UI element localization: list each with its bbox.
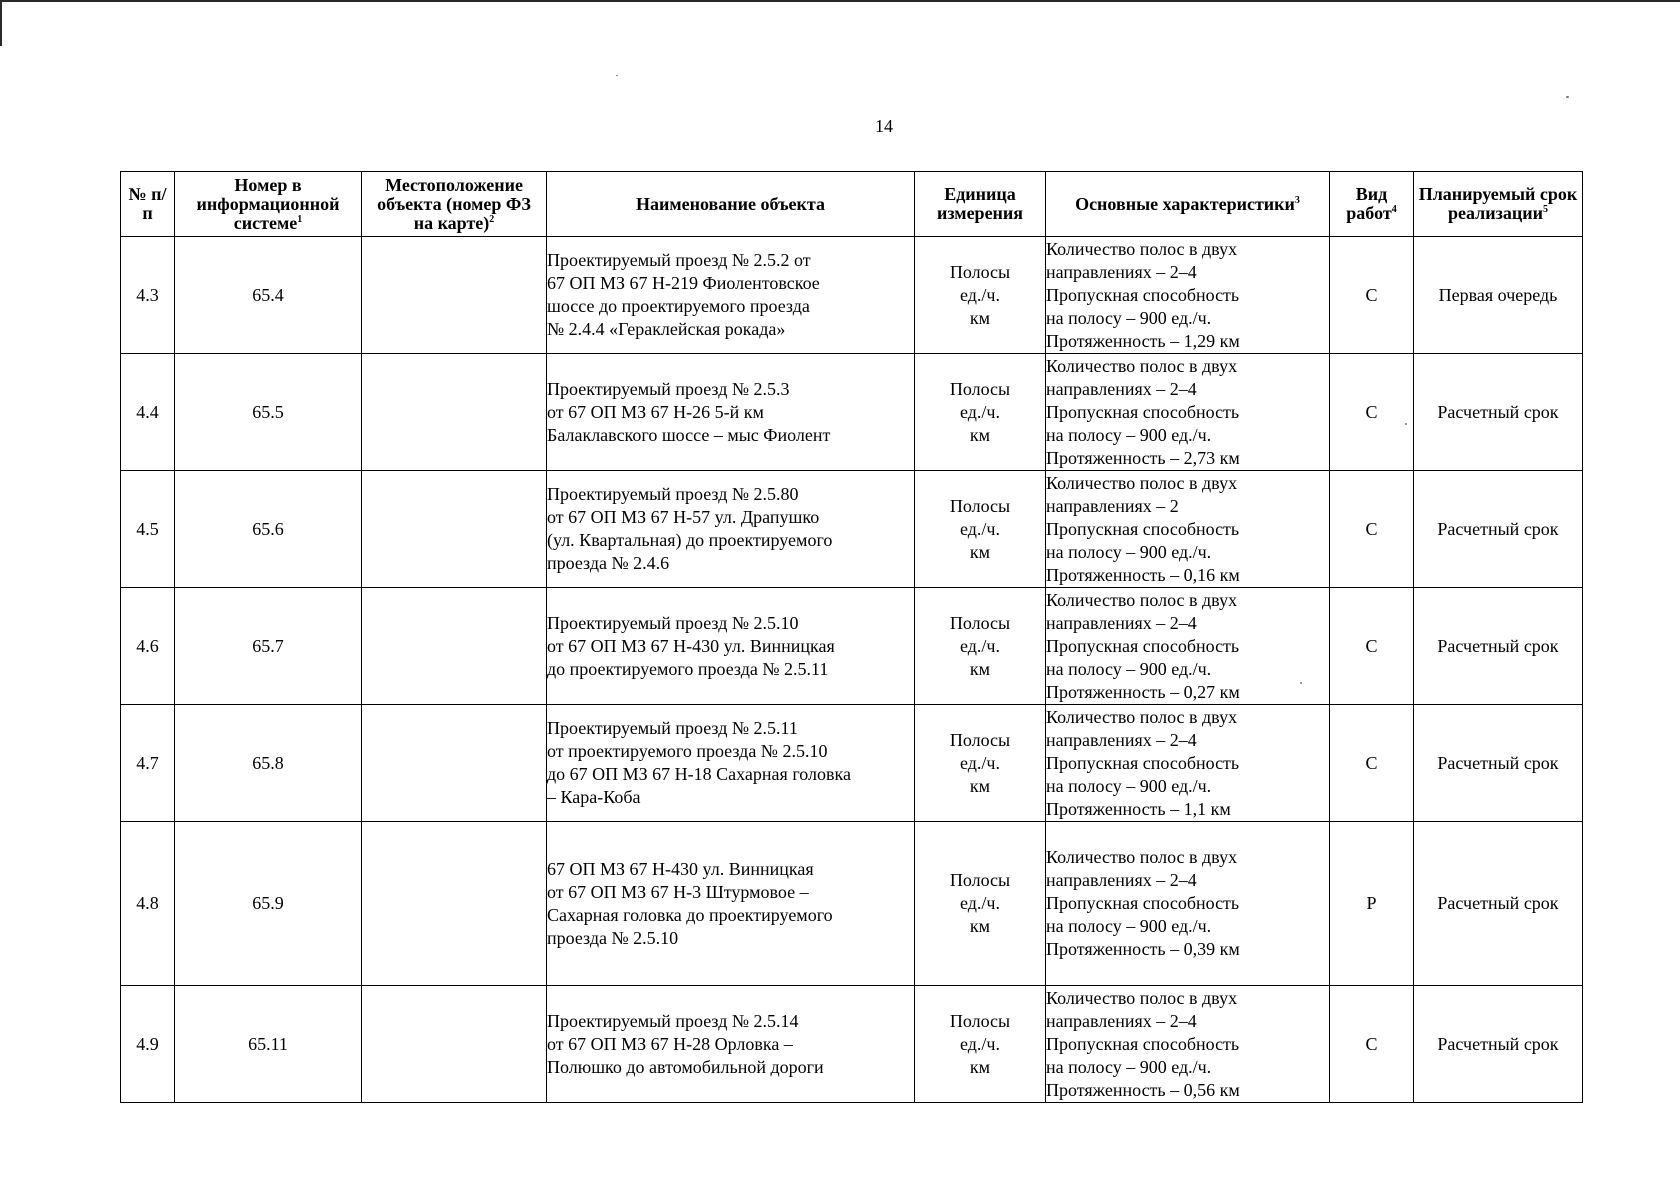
unit-line: ед./ч. [960,401,1000,422]
table-row [121,588,1583,705]
planned-term: Расчетный срок [1414,588,1583,705]
info-system-id: 65.4 [175,237,362,354]
header-info-id [175,172,362,237]
object-name-line: Балаклавского шоссе – мыс Фиолент [547,424,831,445]
row-number: 4.4 [121,354,175,471]
object-name-line: 67 ОП МЗ 67 Н-219 Фиолентовское [547,273,820,293]
table-row [121,237,1583,354]
object-name-line: – Кара-Коба [547,787,641,807]
characteristics-line: направлениях – 2–4 [1046,1010,1197,1031]
unit [915,822,1046,986]
object-name [547,354,915,471]
scan-speck [1405,423,1407,425]
object-location [362,822,547,986]
characteristics-line: на полосу – 900 ед./ч. [1046,775,1212,796]
planned-term: Расчетный срок [1414,354,1583,471]
unit-line: км [969,775,991,796]
object-name-line: проезда № 2.5.10 [547,927,679,948]
object-name-line: Проектируемый проезд № 2.5.3 [547,378,790,399]
row-number: 4.3 [121,237,175,354]
planned-term: Расчетный срок [1414,471,1583,588]
planned-term: Расчетный срок [1414,822,1583,986]
characteristics-line: направлениях – 2–4 [1046,870,1197,890]
characteristics-line: Пропускная способность [1046,284,1240,305]
table-row [121,986,1583,1103]
characteristics-line: Пропускная способность [1046,752,1240,773]
characteristics [1046,588,1330,705]
object-name-line: Проектируемый проезд № 2.5.11 [547,718,798,738]
scan-speck [1300,682,1302,684]
unit-line: ед./ч. [960,635,1000,656]
unit-line: км [969,424,991,445]
object-name [547,986,915,1103]
characteristics-line: Количество полос в двух [1046,847,1238,867]
row-number: 4.7 [121,705,175,822]
planned-term: Расчетный срок [1414,986,1583,1103]
info-system-id: 65.7 [175,588,362,705]
characteristics [1046,705,1330,822]
scan-edge-left [0,0,2,46]
characteristics-line: направлениях – 2 [1046,495,1179,516]
scan-speck [1566,96,1569,98]
characteristics-line: на полосу – 900 ед./ч. [1046,658,1212,679]
header-label: Номер в информационной системе [196,174,340,233]
object-name-line: от 67 ОП МЗ 67 Н-3 Штурмовое – [547,881,809,902]
unit [915,471,1046,588]
header-location [362,172,547,237]
characteristics [1046,237,1330,354]
characteristics [1046,471,1330,588]
footnote-mark: 5 [1542,204,1548,215]
characteristics-line: Протяженность – 2,73 км [1046,447,1240,468]
unit-line: км [969,307,991,328]
characteristics-line: на полосу – 900 ед./ч. [1046,424,1212,445]
unit-line: Полосы [949,612,1011,633]
row-number: 4.5 [121,471,175,588]
characteristics-line: Количество полос в двух [1046,987,1238,1008]
header-label: Вид работ [1346,184,1392,223]
characteristics-line: Пропускная способность [1046,1033,1240,1054]
object-location [362,354,547,471]
object-name-line: до проектируемого проезда № 2.5.11 [547,658,829,679]
unit-line: ед./ч. [960,518,1000,539]
header-label: Наименование объекта [636,193,825,214]
object-location [362,237,547,354]
footnote-mark: 2 [489,213,495,225]
unit-line: км [969,1056,991,1077]
unit-line: Полосы [949,870,1011,890]
scan-speck [616,75,618,76]
characteristics-line: на полосу – 900 ед./ч. [1046,1056,1212,1077]
object-name-line: шоссе до проектируемого проезда [547,296,810,316]
unit-line: ед./ч. [960,284,1000,305]
object-name [547,237,915,354]
table-row [121,705,1583,822]
unit [915,986,1046,1103]
object-name-line: 67 ОП МЗ 67 Н-430 ул. Винницкая [547,858,814,879]
characteristics-line: направлениях – 2–4 [1046,261,1197,282]
characteristics-line: Протяженность – 0,27 км [1046,681,1240,702]
object-name-line: от 67 ОП МЗ 67 Н-57 ул. Драпушко [547,507,820,527]
work-type: Р [1330,822,1414,986]
info-system-id: 65.9 [175,822,362,986]
unit-line: ед./ч. [960,1033,1000,1054]
object-name-line: Сахарная головка до проектируемого [547,904,833,925]
table-body [121,237,1583,1103]
unit-line: Полосы [949,729,1011,750]
header-label: Планируемый срок реализации [1418,184,1578,223]
object-name-line: от проектируемого проезда № 2.5.10 [547,741,828,761]
characteristics [1046,986,1330,1103]
info-system-id: 65.6 [175,471,362,588]
characteristics-line: направлениях – 2–4 [1046,729,1197,750]
header-label: Основные характеристики [1075,193,1295,214]
characteristics-line: Протяженность – 0,56 км [1046,1079,1240,1100]
footnote-mark: 3 [1294,194,1300,206]
object-location [362,471,547,588]
header-label: № п/п [128,184,167,223]
characteristics-line: Количество полос в двух [1046,706,1238,727]
object-name-line: проезда № 2.4.6 [547,553,670,573]
row-number: 4.8 [121,822,175,986]
page-number: 14 [875,116,893,136]
unit [915,237,1046,354]
header-work-type [1330,172,1414,237]
unit-line: Полосы [949,495,1011,516]
characteristics-line: Пропускная способность [1046,893,1240,913]
characteristics [1046,822,1330,986]
characteristics-line: на полосу – 900 ед./ч. [1046,541,1212,562]
header-characteristics [1046,172,1330,237]
info-system-id: 65.11 [175,986,362,1103]
objects-table [120,171,1583,1103]
characteristics-line: направлениях – 2–4 [1046,612,1197,633]
work-type: С [1330,588,1414,705]
object-name-line: Проектируемый проезд № 2.5.80 [547,484,799,504]
characteristics-line: Пропускная способность [1046,401,1240,422]
object-name-line: от 67 ОП МЗ 67 Н-28 Орловка – [547,1033,793,1054]
object-name-line: Полюшко до автомобильной дороги [547,1056,824,1077]
table-header [121,172,1583,237]
object-name-line: (ул. Квартальная) до проектируемого [547,530,833,550]
characteristics [1046,354,1330,471]
footnote-mark: 4 [1391,204,1397,215]
work-type: С [1330,705,1414,822]
unit-line: ед./ч. [960,893,1000,913]
object-name-line: от 67 ОП МЗ 67 Н-26 5-й км [547,401,764,422]
header-label: Местоположение объекта (номер ФЗ на карте) [377,174,531,233]
characteristics-line: на полосу – 900 ед./ч. [1046,916,1212,936]
characteristics-line: Количество полос в двух [1046,472,1238,493]
characteristics-line: Количество полос в двух [1046,238,1238,259]
object-name [547,705,915,822]
object-name-line: Проектируемый проезд № 2.5.14 [547,1010,799,1031]
planned-term: Первая очередь [1414,237,1583,354]
row-number: 4.9 [121,986,175,1103]
work-type: С [1330,986,1414,1103]
unit [915,705,1046,822]
unit [915,354,1046,471]
header-row [121,172,1583,237]
unit [915,588,1046,705]
work-type: С [1330,237,1414,354]
characteristics-line: Пропускная способность [1046,518,1240,539]
info-system-id: 65.8 [175,705,362,822]
object-location [362,705,547,822]
unit-line: Полосы [949,261,1011,282]
object-location [362,588,547,705]
table-row [121,822,1583,986]
work-type: С [1330,354,1414,471]
object-name [547,471,915,588]
table-row [121,471,1583,588]
object-name [547,822,915,986]
unit-line: км [969,658,991,679]
characteristics-line: направлениях – 2–4 [1046,378,1197,399]
unit-line: км [969,541,991,562]
header-num [121,172,175,237]
header-unit [915,172,1046,237]
footnote-mark: 1 [297,213,303,225]
object-name [547,588,915,705]
unit-line: Полосы [949,378,1011,399]
table-row [121,354,1583,471]
unit-line: ед./ч. [960,752,1000,773]
object-name-line: Проектируемый проезд № 2.5.2 от [547,250,811,270]
info-system-id: 65.5 [175,354,362,471]
unit-line: Полосы [949,1010,1011,1031]
work-type: С [1330,471,1414,588]
header-object-name [547,172,915,237]
characteristics-line: Протяженность – 0,39 км [1046,939,1240,959]
planned-term: Расчетный срок [1414,705,1583,822]
object-name-line: от 67 ОП МЗ 67 Н-430 ул. Винницкая [547,635,835,656]
object-name-line: № 2.4.4 «Гераклейская рокада» [547,319,786,339]
unit-line: км [969,916,991,936]
characteristics-line: Протяженность – 1,29 км [1046,330,1240,351]
characteristics-line: Количество полос в двух [1046,589,1238,610]
characteristics-line: Количество полос в двух [1046,355,1238,376]
object-name-line: Проектируемый проезд № 2.5.10 [547,612,799,633]
header-label: Единица измерения [936,184,1024,223]
characteristics-line: Протяженность – 0,16 км [1046,564,1240,585]
scan-edge-top [0,0,1680,2]
row-number: 4.6 [121,588,175,705]
object-name-line: до 67 ОП МЗ 67 Н-18 Сахарная головка [547,764,851,784]
header-term [1414,172,1583,237]
characteristics-line: на полосу – 900 ед./ч. [1046,307,1212,328]
characteristics-line: Протяженность – 1,1 км [1046,798,1231,819]
object-location [362,986,547,1103]
characteristics-line: Пропускная способность [1046,635,1240,656]
